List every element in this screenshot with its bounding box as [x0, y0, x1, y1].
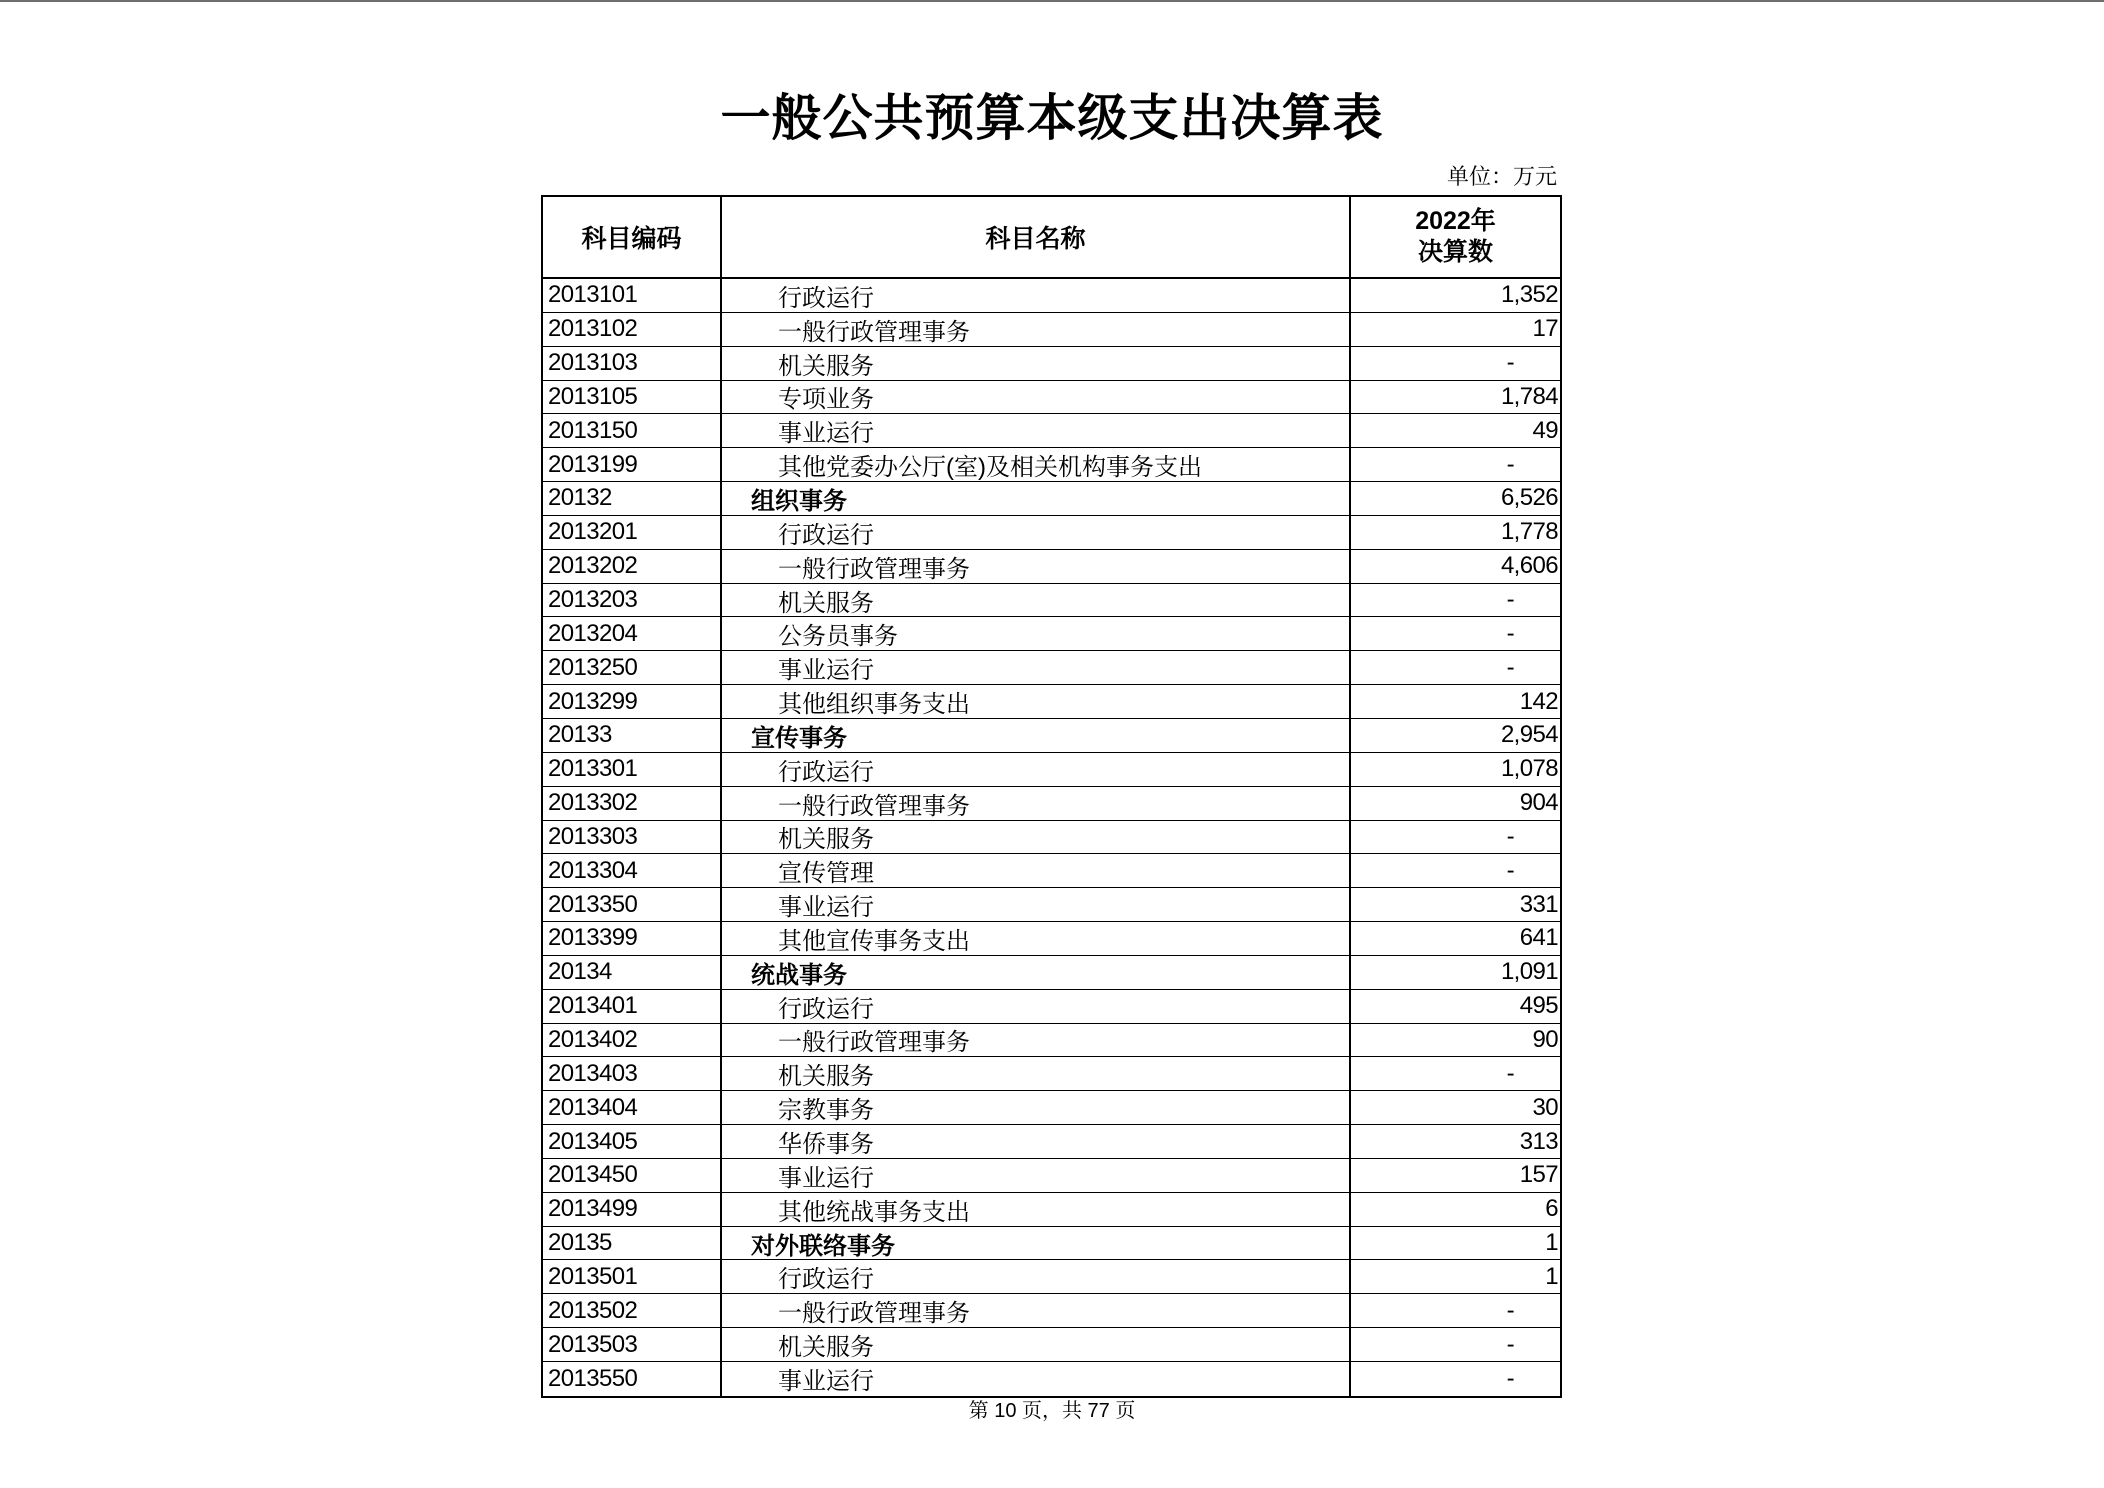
header-value [1351, 197, 1560, 277]
row-name: 一般行政管理事务 [722, 313, 1351, 346]
row-code: 2013201 [543, 516, 722, 549]
row-value: 49 [1532, 416, 1558, 444]
row-name: 宗教事务 [722, 1091, 1351, 1124]
row-name: 统战事务 [722, 956, 1351, 989]
row-code: 2013550 [543, 1362, 722, 1396]
row-name: 一般行政管理事务 [722, 787, 1351, 820]
row-value: 313 [1519, 1127, 1558, 1155]
table-row [543, 550, 1560, 584]
row-code: 2013399 [543, 922, 722, 955]
row-value: 1 [1545, 1262, 1558, 1290]
row-value: 1,352 [1500, 281, 1558, 309]
table-row [543, 1227, 1560, 1261]
row-code: 2013301 [543, 753, 722, 786]
table-row [543, 1193, 1560, 1227]
table-row [543, 922, 1560, 956]
table-row [543, 1328, 1560, 1362]
row-value: 1 [1545, 1229, 1558, 1257]
table-row [543, 1125, 1560, 1159]
row-value: 1,078 [1500, 755, 1558, 783]
table-row [543, 313, 1560, 347]
row-name: 事业运行 [722, 1362, 1351, 1396]
row-name: 组织事务 [722, 482, 1351, 515]
row-value: 331 [1519, 890, 1558, 918]
row-code: 2013450 [543, 1159, 722, 1192]
row-code: 2013502 [543, 1294, 722, 1327]
table-row [543, 1294, 1560, 1328]
row-code: 2013203 [543, 584, 722, 617]
row-name: 其他宣传事务支出 [722, 922, 1351, 955]
table-row [543, 516, 1560, 550]
page-top-border [0, 0, 2104, 2]
row-code: 2013404 [543, 1091, 722, 1124]
row-name: 机关服务 [722, 347, 1351, 380]
table-row [543, 888, 1560, 922]
row-code: 2013150 [543, 414, 722, 447]
row-name: 华侨事务 [722, 1125, 1351, 1158]
row-code: 2013304 [543, 854, 722, 887]
row-name: 一般行政管理事务 [722, 1024, 1351, 1057]
row-value: 157 [1519, 1161, 1558, 1189]
row-name: 其他统战事务支出 [722, 1193, 1351, 1226]
row-code: 2013501 [543, 1260, 722, 1293]
row-value: - [1506, 653, 1514, 681]
row-name: 其他党委办公厅(室)及相关机构事务支出 [722, 448, 1351, 481]
table-row [543, 448, 1560, 482]
row-name: 事业运行 [722, 651, 1351, 684]
row-value: 1,778 [1500, 518, 1558, 546]
row-value: 6 [1545, 1195, 1558, 1223]
row-value: 6,526 [1500, 484, 1558, 512]
row-code: 2013299 [543, 685, 722, 718]
row-value: - [1506, 349, 1514, 377]
row-value: 1,784 [1500, 382, 1558, 410]
row-name: 事业运行 [722, 1159, 1351, 1192]
table-row [543, 347, 1560, 381]
row-value: 4,606 [1500, 552, 1558, 580]
row-code: 2013405 [543, 1125, 722, 1158]
row-name: 行政运行 [722, 753, 1351, 786]
row-code: 2013350 [543, 888, 722, 921]
row-code: 2013199 [543, 448, 722, 481]
row-code: 2013303 [543, 821, 722, 854]
row-value: 90 [1532, 1025, 1558, 1053]
table-row [543, 1091, 1560, 1125]
row-value: - [1506, 1059, 1514, 1087]
row-value: 904 [1519, 789, 1558, 817]
row-code: 2013102 [543, 313, 722, 346]
table-row [543, 990, 1560, 1024]
row-code: 2013105 [543, 381, 722, 414]
table-row [543, 1362, 1560, 1396]
row-name: 宣传管理 [722, 854, 1351, 887]
table-row [543, 482, 1560, 516]
row-name: 宣传事务 [722, 719, 1351, 752]
table-header [543, 197, 1560, 279]
row-code: 2013499 [543, 1193, 722, 1226]
row-code: 2013250 [543, 651, 722, 684]
row-name: 对外联络事务 [722, 1227, 1351, 1260]
page-footer: 第 10 页，共 77 页 [968, 1400, 1136, 1422]
row-value: 142 [1519, 687, 1558, 715]
unit-label: 单位：万元 [1446, 164, 1557, 189]
row-value: 2,954 [1500, 721, 1558, 749]
row-name: 公务员事务 [722, 617, 1351, 650]
table-row [543, 685, 1560, 719]
row-value: 17 [1532, 315, 1558, 343]
row-code: 2013204 [543, 617, 722, 650]
table-row [543, 651, 1560, 685]
row-value: - [1506, 1364, 1514, 1392]
row-code: 2013103 [543, 347, 722, 380]
row-value: - [1506, 822, 1514, 850]
row-code: 20134 [543, 956, 722, 989]
table-row [543, 584, 1560, 618]
row-value: - [1506, 619, 1514, 647]
header-name: 科目名称 [722, 197, 1351, 277]
row-name: 一般行政管理事务 [722, 550, 1351, 583]
row-code: 2013302 [543, 787, 722, 820]
row-name: 机关服务 [722, 1057, 1351, 1090]
table-row [543, 821, 1560, 855]
table-row [543, 787, 1560, 821]
row-name: 行政运行 [722, 990, 1351, 1023]
row-name: 事业运行 [722, 888, 1351, 921]
page-title: 一般公共预算本级支出决算表 [720, 90, 1384, 146]
row-name: 一般行政管理事务 [722, 1294, 1351, 1327]
row-name: 行政运行 [722, 1260, 1351, 1293]
row-code: 2013403 [543, 1057, 722, 1090]
table-row [543, 381, 1560, 415]
row-code: 2013202 [543, 550, 722, 583]
table-body [543, 279, 1560, 1396]
table-row [543, 1159, 1560, 1193]
table-row [543, 956, 1560, 990]
row-value: 1,091 [1500, 958, 1558, 986]
row-code: 20135 [543, 1227, 722, 1260]
row-code: 20132 [543, 482, 722, 515]
row-value: 30 [1532, 1093, 1558, 1121]
row-name: 事业运行 [722, 414, 1351, 447]
row-name: 专项业务 [722, 381, 1351, 414]
row-value: 495 [1519, 992, 1558, 1020]
table-row [543, 1260, 1560, 1294]
table-row [543, 617, 1560, 651]
table-row [543, 719, 1560, 753]
table-row [543, 279, 1560, 313]
row-value: - [1506, 586, 1514, 614]
row-code: 2013101 [543, 279, 722, 312]
header-value-label: 决算数 [1417, 238, 1493, 266]
table-row [543, 854, 1560, 888]
header-year: 2022年 [1415, 207, 1496, 235]
table-row [543, 1024, 1560, 1058]
table-row [543, 753, 1560, 787]
row-code: 2013401 [543, 990, 722, 1023]
row-code: 20133 [543, 719, 722, 752]
row-name: 行政运行 [722, 279, 1351, 312]
row-code: 2013503 [543, 1328, 722, 1361]
row-name: 机关服务 [722, 1328, 1351, 1361]
table-row [543, 414, 1560, 448]
row-value: 641 [1519, 924, 1558, 952]
row-value: - [1506, 856, 1514, 884]
row-name: 行政运行 [722, 516, 1351, 549]
row-name: 机关服务 [722, 821, 1351, 854]
row-value: - [1506, 450, 1514, 478]
row-value: - [1506, 1296, 1514, 1324]
table-row [543, 1057, 1560, 1091]
row-name: 其他组织事务支出 [722, 685, 1351, 718]
row-name: 机关服务 [722, 584, 1351, 617]
budget-table [541, 195, 1562, 1398]
row-value: - [1506, 1330, 1514, 1358]
header-code: 科目编码 [543, 197, 722, 277]
row-code: 2013402 [543, 1024, 722, 1057]
